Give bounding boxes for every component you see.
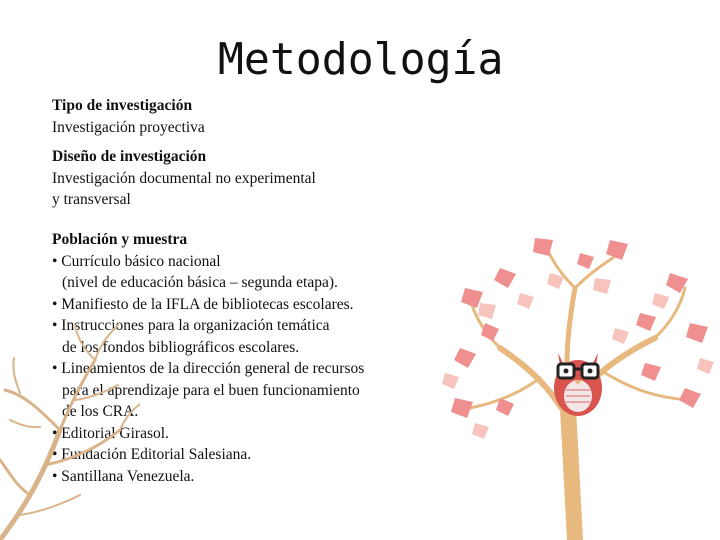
- list-item: • Manifiesto de la IFLA de bibliotecas escolares.: [52, 295, 354, 313]
- slide-title: Metodología: [217, 34, 504, 85]
- list-item-continuation: de los fondos bibliográficos escolares.: [62, 338, 300, 356]
- section-line: y transversal: [52, 191, 131, 208]
- list-item: • Editorial Girasol.: [52, 424, 169, 442]
- list-item: • Lineamientos de la dirección general de recursos: [52, 360, 365, 377]
- bare-tree-branches-icon: [0, 300, 140, 540]
- list-item-continuation: de los CRA.: [62, 403, 139, 420]
- section-line: Investigación proyectiva: [52, 118, 205, 136]
- list-item-continuation: (nivel de educación básica – segunda etapa).: [62, 274, 338, 291]
- owl-with-glasses-tree-icon: [440, 228, 720, 540]
- section-heading: Tipo de investigación: [52, 97, 193, 114]
- section-tipo: [52, 95, 205, 138]
- section-heading: Población y muestra: [52, 231, 188, 248]
- section-heading: Diseño de investigación: [52, 148, 207, 165]
- list-item: • Fundación Editorial Salesiana.: [52, 446, 252, 463]
- section-diseno: [52, 146, 316, 211]
- list-item-continuation: para el aprendizaje para el buen funcionamiento: [62, 381, 360, 399]
- section-line: Investigación documental no experimental: [52, 169, 316, 187]
- list-item: • Instrucciones para la organización temática: [52, 317, 330, 334]
- list-item: • Santillana Venezuela.: [52, 467, 195, 485]
- list-item: • Currículo básico nacional: [52, 252, 221, 270]
